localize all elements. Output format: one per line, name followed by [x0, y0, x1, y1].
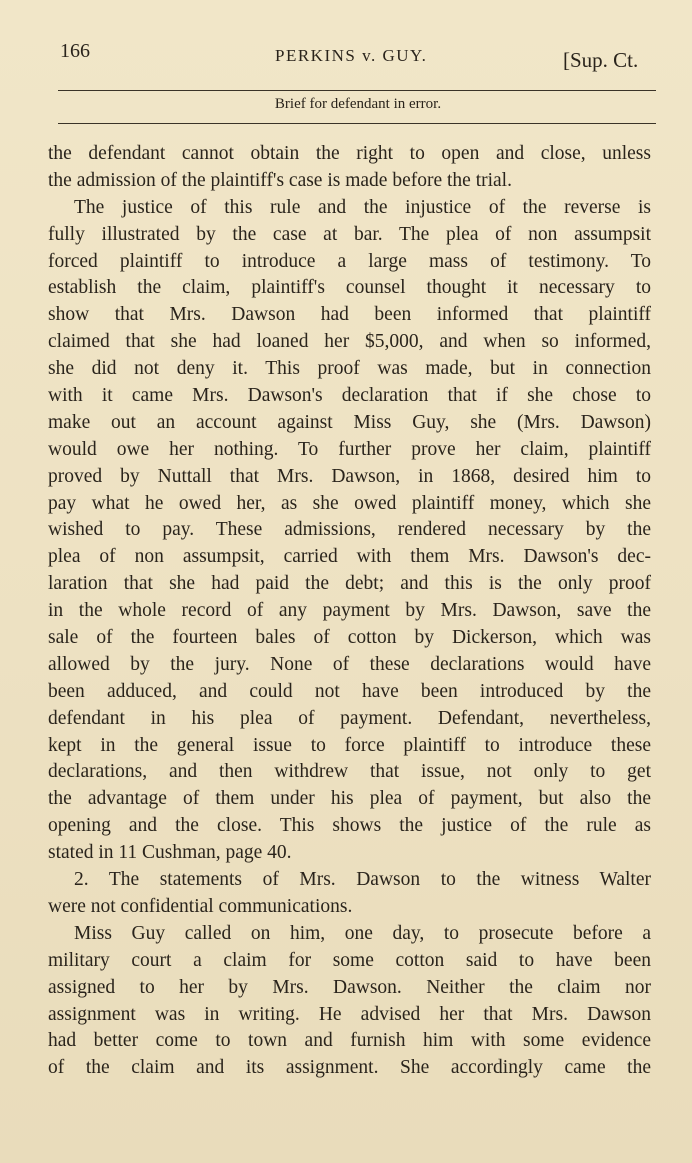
- header-rule: [58, 90, 656, 91]
- text-line: declarations, and then withdrew that issue, not only to get: [48, 761, 651, 783]
- brief-subheading: Brief for defendant in error.: [274, 96, 442, 112]
- running-title: PERKINS v. GUY.: [275, 46, 428, 65]
- text-line: show that Mrs. Dawson had been informed that plaintiff: [48, 304, 651, 326]
- text-line: been adduced, and could not have been introduced by the: [48, 680, 651, 702]
- text-line: the advantage of them under his plea of payment, but also the: [48, 788, 651, 810]
- text-line: sale of the fourteen bales of cotton by Dickerson, which was: [48, 627, 651, 649]
- text-line: she did not deny it. This proof was made, but in connection: [48, 358, 651, 380]
- text-line: the defendant cannot obtain the right to open and close, unless: [48, 143, 651, 164]
- text-line: with it came Mrs. Dawson's declaration that if she chose to: [48, 385, 651, 407]
- text-line: the admission of the plaintiff's case is made before the trial.: [48, 169, 512, 191]
- text-line: forced plaintiff to introduce a large mass of testimony. To: [48, 250, 651, 272]
- text-line: in the whole record of any payment by Mrs. Dawson, save the: [48, 600, 651, 622]
- text-line: wished to pay. These admissions, rendered necessary by the: [48, 519, 651, 541]
- page-number: 166: [60, 40, 90, 62]
- text-line: laration that she had paid the debt; and this is the only proof: [48, 573, 651, 595]
- text-line: assigned to her by Mrs. Dawson. Neither the claim nor: [48, 976, 651, 998]
- text-line: pay what he owed her, as she owed plaintiff money, which she: [48, 492, 651, 514]
- text-line: defendant in his plea of payment. Defendant, nevertheless,: [48, 707, 651, 729]
- body-text: [48, 141, 651, 1082]
- text-line: make out an account against Miss Guy, she (Mrs. Dawson): [48, 411, 651, 433]
- text-line: stated in 11 Cushman, page 40.: [48, 842, 292, 864]
- text-line: proved by Nuttall that Mrs. Dawson, in 1868, desired him to: [48, 465, 651, 487]
- text-line: were not confidential communications.: [48, 895, 353, 917]
- subheading-rule: [58, 123, 656, 124]
- running-header: [60, 36, 660, 82]
- text-line: Miss Guy called on him, one day, to prosecute before a: [74, 922, 651, 944]
- text-line: assignment was in writing. He advised her that Mrs. Dawson: [48, 1003, 651, 1025]
- text-line: fully illustrated by the case at bar. The plea of non assumpsit: [48, 223, 651, 245]
- text-line: of the claim and its assignment. She accordingly came the: [48, 1057, 651, 1079]
- text-line: claimed that she had loaned her $5,000, and when so informed,: [48, 331, 651, 353]
- text-line: military court a claim for some cotton said to have been: [48, 949, 651, 971]
- text-line: plea of non assumpsit, carried with them Mrs. Dawson's dec-: [48, 546, 651, 568]
- text-line: had better come to town and furnish him with some evidence: [48, 1030, 651, 1052]
- text-line: would owe her nothing. To further prove her claim, plaintiff: [48, 438, 651, 460]
- text-line: opening and the close. This shows the justice of the rule as: [48, 815, 651, 837]
- text-line: The justice of this rule and the injustice of the reverse is: [74, 196, 651, 218]
- court-abbreviation: [Sup. Ct.: [563, 48, 639, 72]
- text-line: kept in the general issue to force plaintiff to introduce these: [48, 734, 651, 756]
- text-line: establish the claim, plaintiff's counsel thought it necessary to: [48, 277, 651, 299]
- text-line: allowed by the jury. None of these declarations would have: [48, 653, 651, 675]
- text-line: 2. The statements of Mrs. Dawson to the witness Walter: [74, 869, 651, 891]
